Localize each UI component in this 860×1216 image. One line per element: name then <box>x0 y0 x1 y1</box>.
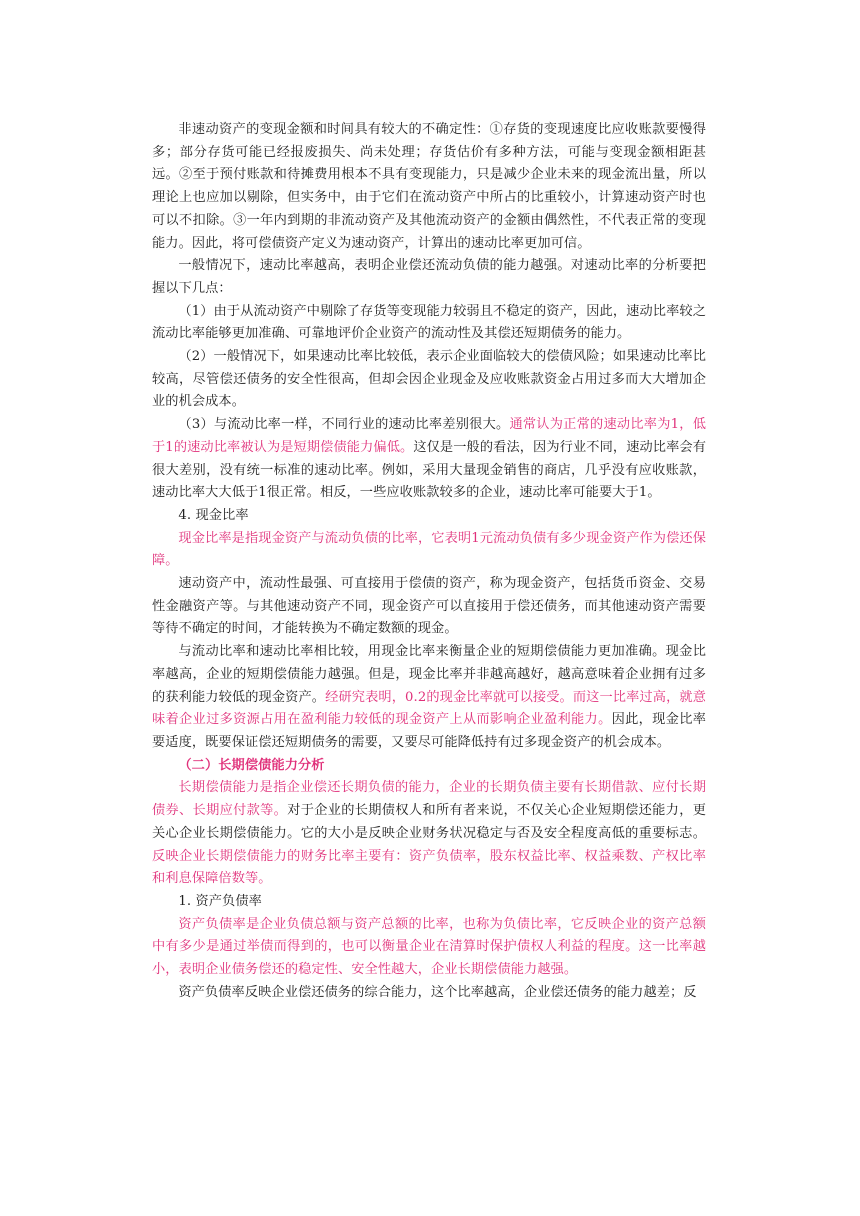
highlighted-text: 资产负债率是企业负债总额与资产总额的比率，也称为负债比率，它反映企业的资产总额中有多少是通过举债而得到的，也可以衡量企业在清算时保护债权人利益的程度。这一比率越小，表明企业债务偿还的稳定性、安全性越大，企业长期偿债能力越强。 <box>152 916 706 978</box>
paragraph <box>152 573 706 641</box>
highlighted-text: 反映企业长期偿债能力的财务比率主要有：资产负债率，股东权益比率、权益乘数、产权比率和利息保障倍数等。 <box>152 848 706 887</box>
text-run: （3）与流动比率一样，不同行业的速动比率差别很大。 <box>178 417 510 433</box>
list-item <box>152 414 706 505</box>
section-subheading <box>152 891 706 914</box>
text-run: 这仅是一般的看法，因为行业不同，速动比率会有很大差别，没有统一标准的速动比率。例如，采用大量现金销售的商店，几乎没有应收账款，速动比率大大低于1很正常。相反，一些应收账款较多的企业，速动比率可能要大于1。 <box>152 439 707 501</box>
text-run: 非速动资产的变现金额和时间具有较大的不确定性：①存货的变现速度比应收账款要慢得多；部分存货可能已经报废损失、尚未处理；存货估价有多种方法，可能与变现金额相距甚远。②至于预付账款和待摊费用根本不具有变现能力，只是减少企业未来的现金流出量，所以理论上也应加以剔除，但实务中，由于它们在流动资产中所占的比重较小，计算速动资产时也可以不扣除。③一年内到期的非流动资产及其他流动资产的金额由偶然性，不代表正常的变现能力。因此，将可偿债资产定义为速动资产，计算出的速动比率更加可信。 <box>152 122 706 251</box>
paragraph <box>152 777 706 891</box>
list-item <box>152 301 706 346</box>
heading-text: （二）长期偿债能力分析 <box>178 757 325 773</box>
section-heading <box>152 755 706 778</box>
highlighted-text: 现金比率是指现金资产与流动负债的比率，它表明1元流动负债有多少现金资产作为偿还保障。 <box>152 530 706 569</box>
text-run: （2）一般情况下，如果速动比率比较低，表示企业面临较大的偿债风险；如果速动比率比较高，尽管偿还债务的安全性很高，但却会因企业现金及应收账款资金占用过多而大大增加企业的机会成本。 <box>152 349 706 410</box>
paragraph <box>152 982 706 1005</box>
highlighted-text: 通常认为正常的速动比率为1，低于1的速动比率被认为是短期偿债能力偏低。 <box>152 417 706 455</box>
subheading-text: 1. 资产负债率 <box>178 893 262 909</box>
text-run: 因此，现金比率要适度，既要保证偿还短期债务的需要，又要尽可能降低持有过多现金资产的机会成本。 <box>152 712 707 750</box>
highlighted-text: 经研究表明，0.2的现金比率就可以接受。而这一比率过高，就意味着企业过多资源占用在盈利能力较低的现金资产上从而影响企业盈利能力。 <box>152 689 706 728</box>
subheading-text: 4. 现金比率 <box>178 507 249 523</box>
text-run: 资产负债率反映企业偿还债务的综合能力，这个比率越高，企业偿还债务的能力越差；反 <box>178 984 697 1000</box>
paragraph <box>152 528 706 573</box>
text-run: 与流动比率和速动比率相比较，用现金比率来衡量企业的短期偿债能力更加准确。现金比率越高，企业的短期偿债能力越强。但是，现金比率并非越高越好，越高意味着企业拥有过多的获利能力较低的现金资产。 <box>152 644 706 705</box>
text-run: 一般情况下，速动比率越高，表明企业偿还流动负债的能力越强。对速动比率的分析要把握以下几点： <box>152 258 706 296</box>
paragraph <box>152 119 706 255</box>
text-run: 对于企业的长期债权人和所有者来说，不仅关心企业短期偿还能力，更关心企业长期偿债能力。它的大小是反映企业财务状况稳定与否及安全程度高低的重要标志。 <box>152 803 706 841</box>
paragraph <box>152 641 706 755</box>
paragraph <box>152 255 706 300</box>
text-run: （1）由于从流动资产中剔除了存货等变现能力较弱且不稳定的资产，因此，速动比率较之流动比率能够更加准确、可靠地评价企业资产的流动性及其偿还短期债务的能力。 <box>152 303 706 342</box>
text-run: 速动资产中，流动性最强、可直接用于偿债的资产，称为现金资产，包括货币资金、交易性金融资产等。与其他速动资产不同，现金资产可以直接用于偿还债务，而其他速动资产需要等待不确定的时间，才能转换为不确定数额的现金。 <box>152 576 706 637</box>
section-subheading <box>152 505 706 528</box>
document-body <box>152 119 706 1004</box>
paragraph <box>152 914 706 982</box>
list-item <box>152 346 706 414</box>
highlighted-text: 长期偿债能力是指企业偿还长期负债的能力，企业的长期负债主要有长期借款、应付长期债券、长期应付款等。 <box>152 780 706 819</box>
